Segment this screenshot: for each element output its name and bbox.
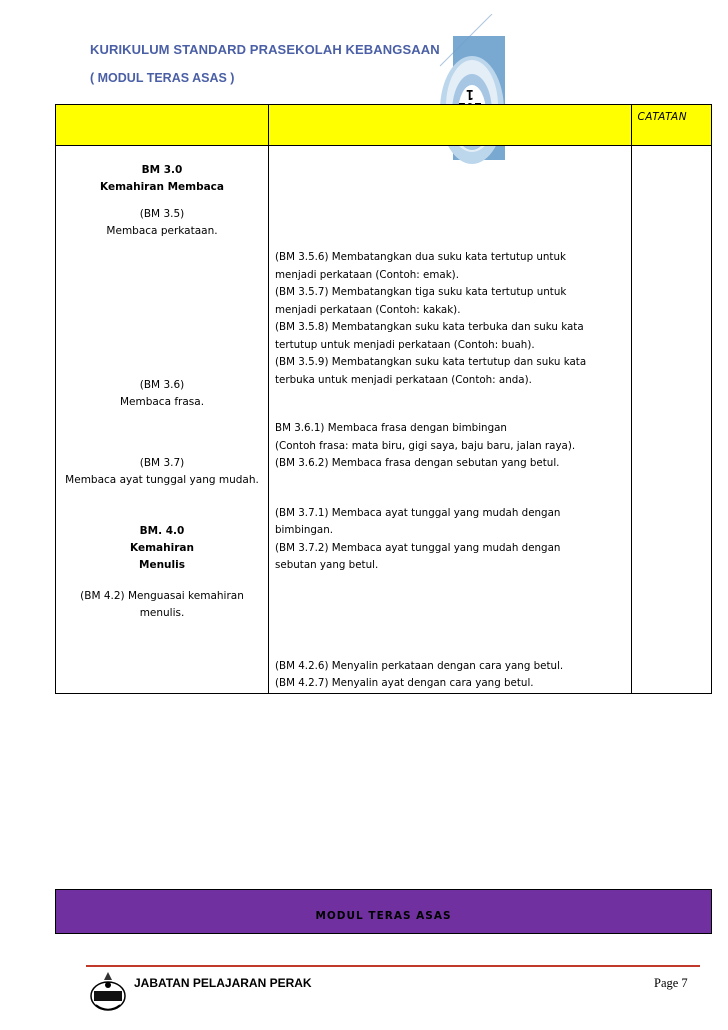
section-bm-3-7 xyxy=(56,455,268,489)
section-bm-3-5 xyxy=(56,206,268,240)
section-code: BM 3.0 xyxy=(141,164,183,176)
section-bm-3-0 xyxy=(56,162,268,196)
standard-line: (BM 3.5.7) Membatangkan tiga suku kata tertutup untuk xyxy=(275,286,567,298)
section-title: menulis. xyxy=(139,607,185,619)
standards-bm-4-2 xyxy=(269,658,631,693)
standard-column xyxy=(56,146,269,694)
standard-line: (BM 4.2.6) Menyalin perkataan dengan cara yang betul. xyxy=(275,659,564,672)
standard-line: (Contoh frasa: mata biru, gigi saya, baju baru, jalan raya). xyxy=(275,439,576,452)
standard-line: (BM 3.5.6) Membatangkan dua suku kata tertutup untuk xyxy=(275,251,566,263)
standard-line: (BM 3.5.9) Membatangkan suku kata tertutup dan suku kata xyxy=(275,356,587,368)
standard-line: (BM 3.5.8) Membatangkan suku kata terbuka dan suku kata xyxy=(275,321,584,333)
document-header-title: KURIKULUM STANDARD PRASEKOLAH KEBANGSAAN xyxy=(90,42,440,57)
standard-line: (BM 3.7.1) Membaca ayat tunggal yang mudah dengan xyxy=(275,506,561,519)
learning-standard-column xyxy=(269,146,632,694)
table-body-row xyxy=(56,146,712,694)
header-cell-2 xyxy=(269,105,632,146)
standard-line: tertutup untuk menjadi perkataan (Contoh: buah). xyxy=(275,338,535,351)
section-title: Kemahiran xyxy=(130,542,194,554)
header-year-line2: 1 xyxy=(466,86,474,101)
standard-line: (BM 3.7.2) Membaca ayat tunggal yang mudah dengan xyxy=(275,541,561,554)
standards-bm-3-6 xyxy=(269,420,631,473)
standard-line: (BM 3.6.2) Membaca frasa dengan sebutan yang betul. xyxy=(275,457,560,469)
section-code: BM. 4.0 xyxy=(139,525,185,537)
standard-line: bimbingan. xyxy=(275,524,334,536)
section-code: (BM 3.7) xyxy=(139,457,185,469)
curriculum-table xyxy=(55,104,712,694)
standard-line: terbuka untuk menjadi perkataan (Contoh: anda). xyxy=(275,373,532,386)
section-code: (BM 3.5) xyxy=(139,208,185,220)
header-cell-1 xyxy=(56,105,269,146)
standards-bm-3-5 xyxy=(269,249,631,389)
standard-line: sebutan yang betul. xyxy=(275,559,379,571)
standards-bm-3-7 xyxy=(269,505,631,575)
modul-banner xyxy=(55,889,712,934)
jabatan-logo-icon xyxy=(88,970,128,1014)
catatan-column xyxy=(632,146,712,694)
standard-line: menjadi perkataan (Contoh: emak). xyxy=(275,268,459,281)
modul-banner-text: MODUL TERAS ASAS xyxy=(315,910,452,922)
standard-line: menjadi perkataan (Contoh: kakak). xyxy=(275,303,461,316)
footer-department: JABATAN PELAJARAN PERAK xyxy=(134,976,312,990)
table-header-row xyxy=(56,105,712,146)
section-bm-3-6 xyxy=(56,377,268,411)
section-title: Membaca ayat tunggal yang mudah. xyxy=(65,474,259,486)
document-header-subtitle: ( MODUL TERAS ASAS ) xyxy=(90,71,235,85)
section-code: (BM 3.6) xyxy=(139,379,185,391)
section-code: (BM 4.2) Menguasai kemahiran xyxy=(80,590,244,602)
section-title: Membaca frasa. xyxy=(119,396,205,408)
standard-line: BM 3.6.1) Membaca frasa dengan bimbingan xyxy=(275,422,507,434)
catatan-header: CATATAN xyxy=(632,105,712,146)
footer-divider xyxy=(86,965,700,967)
section-bm-4-2 xyxy=(56,588,268,622)
footer-page-number: Page 7 xyxy=(654,976,688,990)
section-title: Menulis xyxy=(139,559,185,571)
section-title: Membaca perkataan. xyxy=(106,225,218,237)
standard-line: (BM 4.2.7) Menyalin ayat dengan cara yang betul. xyxy=(275,677,534,689)
section-title: Kemahiran Membaca xyxy=(100,181,224,193)
section-bm-4-0 xyxy=(56,523,268,574)
